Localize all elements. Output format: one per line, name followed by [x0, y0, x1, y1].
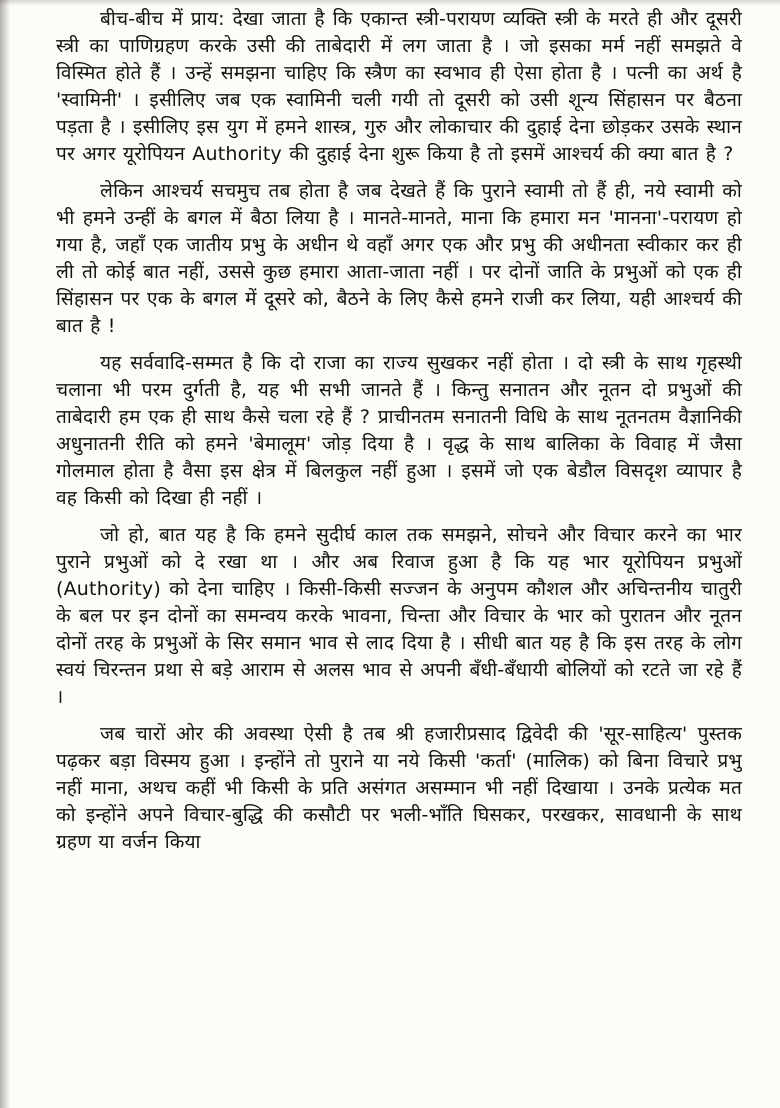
paragraph: जब चारों ओर की अवस्था ऐसी है तब श्री हजारीप्रसाद द्विवेदी की 'सूर-साहित्य' पुस्तक पढ़कर बड़ा विस्मय हुआ । इन्होंने तो पुराने या नये किसी 'कर्ता' (मालिक) को बिना विचारे प्रभु नहीं माना, अथच कहीं भी किसी के प्रति असंगत असम्मान भी नहीं दिखाया । उनके प्रत्येक मत को इन्होंने अपने विचार-बुद्धि की कसौटी पर भली-भाँति घिसकर, परखकर, सावधानी के साथ ग्रहण या वर्जन किया: [56, 723, 742, 853]
page-body-text: [56, 6, 742, 856]
paragraph: जो हो, बात यह है कि हमने सुदीर्घ काल तक समझने, सोचने और विचार करने का भार पुराने प्रभुओं को दे रखा था । और अब रिवाज हुआ है कि यह भार यूरोपियन प्रभुओं (Authority) को देना चाहिए । किसी-किसी सज्जन के अनुपम कौशल और अचिन्तनीय चातुरी के बल पर इन दोनों का समन्वय करके भावना, चिन्ता और विचार के भार को पुरातन और नूतन दोनों तरह के प्रभुओं के सिर समान भाव से लाद दिया है । सीधी बात यह है कि इस तरह के लोग स्वयं चिरन्तन प्रथा से बड़े आराम से अलस भाव से अपनी बँधी-बँधायी बोलियों को रटते जा रहे हैं ।: [56, 524, 742, 708]
paragraph: बीच-बीच में प्राय: देखा जाता है कि एकान्त स्त्री-परायण व्यक्ति स्त्री के मरते ही और दूसरी स्त्री का पाणिग्रहण करके उसी की ताबेदारी में लग जाता है । जो इसका मर्म नहीं समझते वे विस्मित होते हैं । उन्हें समझना चाहिए कि स्त्रैण का स्वभाव ही ऐसा होता है । पत्नी का अर्थ है 'स्वामिनी' । इसीलिए जब एक स्वामिनी चली गयी तो दूसरी को उसी शून्य सिंहासन पर बैठना पड़ता है । इसीलिए इस युग में हमने शास्त्र, गुरु और लोकाचार की दुहाई देना छोड़कर उसके स्थान पर अगर यूरोपियन Authority की दुहाई देना शुरू किया है तो इसमें आश्चर्य की क्या बात है ?: [56, 8, 742, 165]
paragraph: यह सर्ववादि-सम्मत है कि दो राजा का राज्य सुखकर नहीं होता । दो स्त्री के साथ गृहस्थी चलाना भी परम दुर्गती है, यह भी सभी जानते हैं । किन्तु सनातन और नूतन दो प्रभुओं की ताबेदारी हम एक ही साथ कैसे चला रहे हैं ? प्राचीनतम सनातनी विधि के साथ नूतनतम वैज्ञानिकी अधुनातनी रीति को हमने 'बेमालूम' जोड़ दिया है । वृद्ध के साथ बालिका के विवाह में जैसा गोलमाल होता है वैसा इस क्षेत्र में बिलकुल नहीं हुआ । इसमें जो एक बेडौल विसदृश व्यापार है वह किसी को दिखा ही नहीं ।: [56, 352, 742, 509]
paragraph: लेकिन आश्चर्य सचमुच तब होता है जब देखते हैं कि पुराने स्वामी तो हैं ही, नये स्वामी को भी हमने उन्हीं के बगल में बैठा लिया है । मानते-मानते, माना कि हमारा मन 'मानना'-परायण हो गया है, जहाँ एक जातीय प्रभु के अधीन थे वहाँ अगर एक और प्रभु की अधीनता स्वीकार कर ही ली तो कोई बात नहीं, उससे कुछ हमारा आता-जाता नहीं । पर दोनों जाति के प्रभुओं को एक ही सिंहासन पर एक के बगल में दूसरे को, बैठने के लिए कैसे हमने राजी कर लिया, यही आश्चर्य की बात है !: [56, 180, 742, 337]
